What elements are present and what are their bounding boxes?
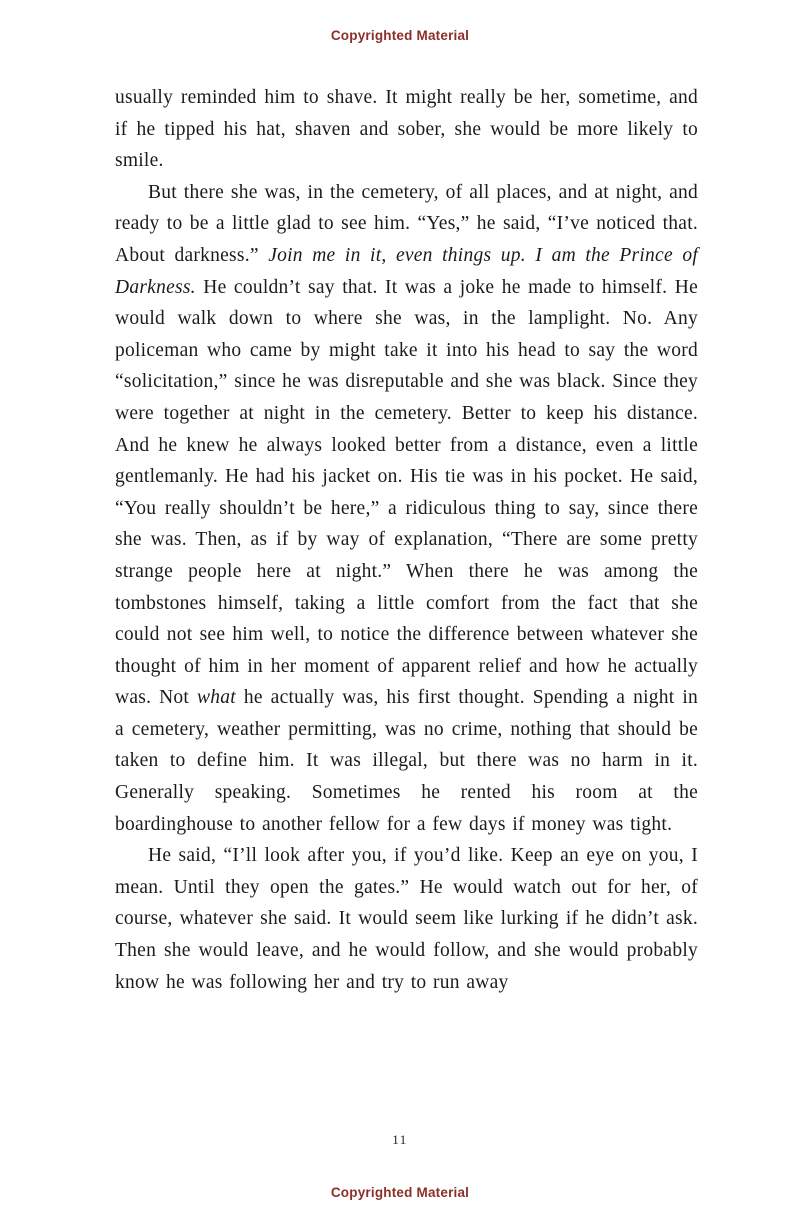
italic-text-run: Join me in it, even things up. I am the Prince of Darkness. — [115, 244, 698, 298]
text-run: He said, “I’ll look after you, if you’d like. Keep an eye on you, I mean. Until they open the gates.” He would watch out for her, of course, whatever she said. It would seem like lurking if he didn’t ask. Then she would leave, and he would follow, and she would probably know he was following her and try to run away — [115, 845, 698, 993]
page-number: 11 — [392, 1132, 408, 1147]
text-block — [115, 82, 698, 998]
paragraph — [115, 82, 698, 177]
paragraph — [115, 177, 698, 840]
copyright-notice-bottom: Copyrighted Material — [330, 1185, 470, 1200]
text-run: He couldn’t say that. It was a joke he made to himself. He would walk down to where she was, in the lamplight. No. Any policeman who came by might take it into his head to say the word “solicitation,” since he was disreputable and she was black. Since they were together at night in the cemetery. Better to keep his distance. And he knew he always looked better from a distance, even a little gentlemanly. He had his jacket on. His tie was in his pocket. He said, “You really shouldn’t be here,” a ridiculous thing to say, since there she was. Then, as if by way of explanation, “There are some pretty strange people here at night.” When there he was among the tombstones himself, taking a little comfort from the fact that she could not see him well, to notice the difference between whatever she thought of him in her moment of apparent relief and how he actually was. Not — [115, 276, 698, 709]
text-run: But there she was, in the cemetery, of all places, and at night, and ready to be a little glad to see him. “Yes,” he said, “I’ve noticed that. About darkness.” — [115, 181, 698, 266]
text-run: usually reminded him to shave. It might really be her, sometime, and if he tipped his hat, shaven and sober, she would be more likely to smile. — [115, 87, 698, 172]
text-run: he actually was, his first thought. Spending a night in a cemetery, weather permitting, was no crime, nothing that should be taken to define him. It was illegal, but there was no harm in it. Generally speaking. Sometimes he rented his room at the boardinghouse to another fellow for a few days if money was tight. — [115, 687, 699, 835]
paragraph — [115, 840, 698, 998]
copyright-notice-top: Copyrighted Material — [330, 28, 470, 43]
italic-text-run: what — [197, 687, 236, 709]
